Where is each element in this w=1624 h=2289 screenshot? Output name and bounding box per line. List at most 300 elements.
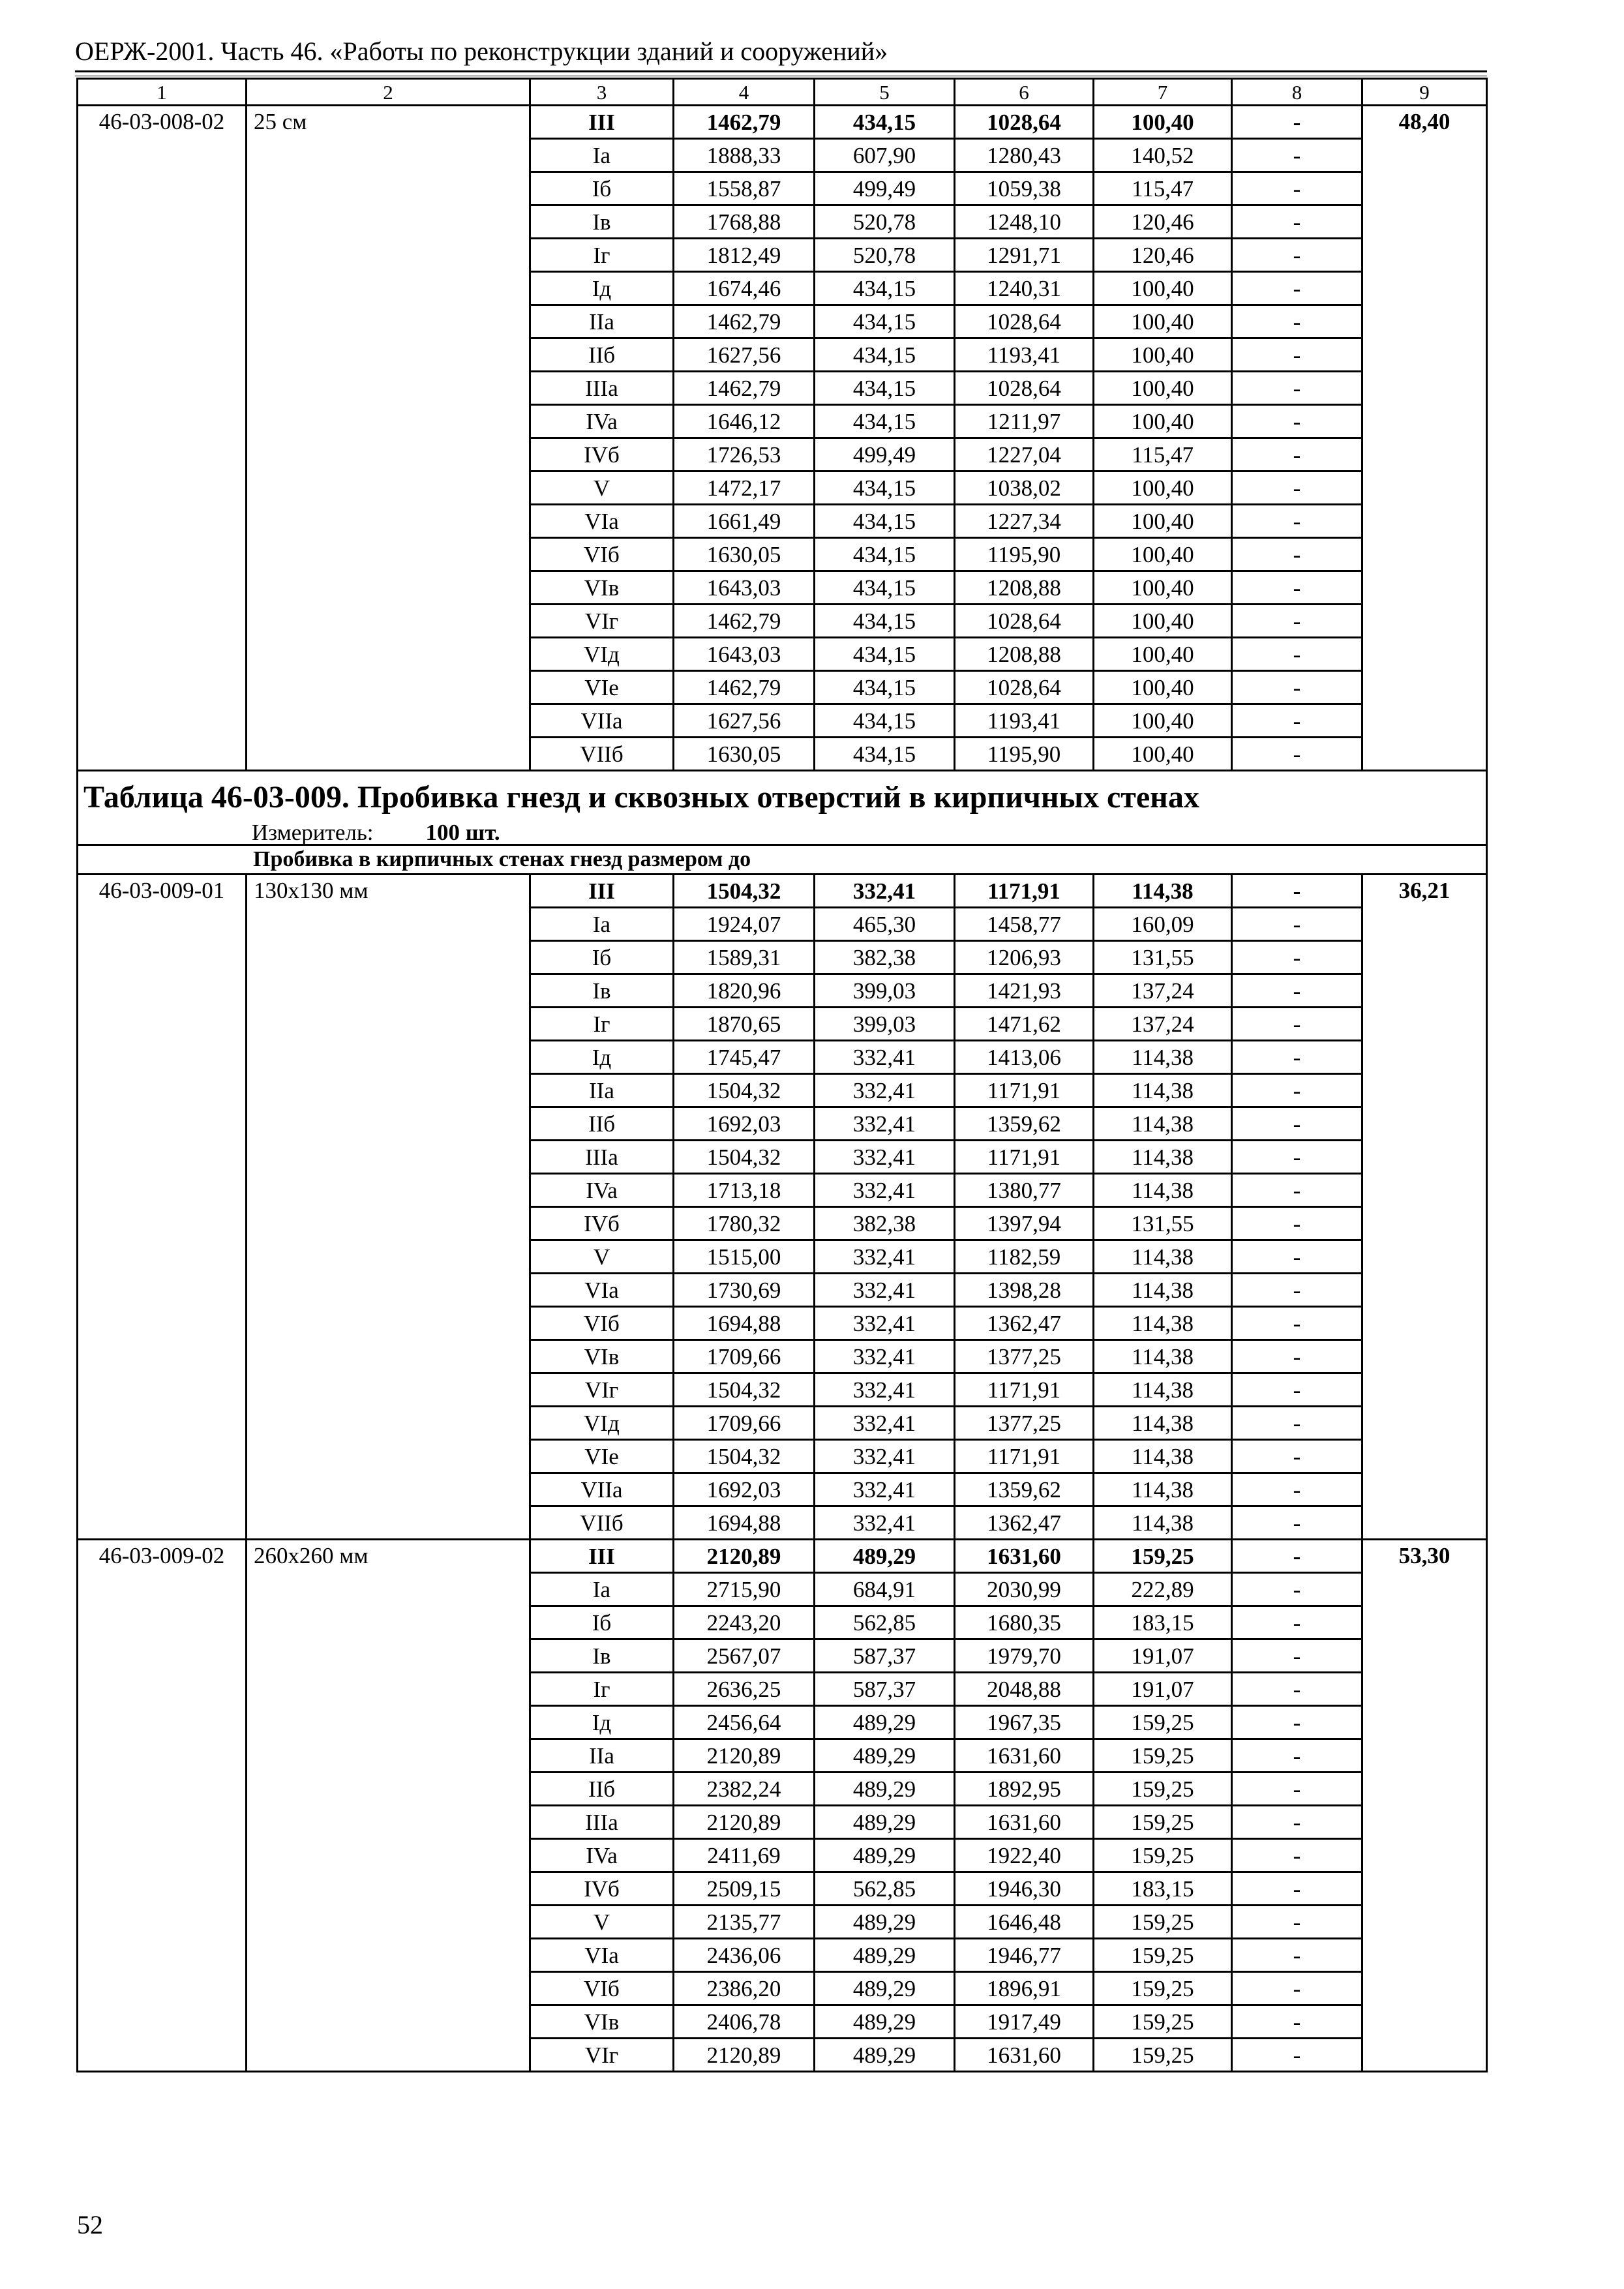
table-cell: -: [1232, 2039, 1362, 2072]
table-cell: Iд: [530, 1706, 674, 1739]
table-cell: 434,15: [815, 571, 955, 605]
table-cell: 100,40: [1094, 738, 1232, 771]
table-cell: -: [1232, 941, 1362, 974]
table-cell: -: [1232, 1207, 1362, 1240]
table-cell: -: [1232, 139, 1362, 172]
row-code: 46-03-009-02: [78, 1540, 247, 2072]
table-cell: 1780,32: [674, 1207, 815, 1240]
table-cell: IIa: [530, 1074, 674, 1107]
table-cell: VIг: [530, 605, 674, 638]
table-cell: 332,41: [815, 1141, 955, 1174]
table-cell: 1694,88: [674, 1307, 815, 1340]
table-cell: V: [530, 1240, 674, 1274]
table-cell: -: [1232, 605, 1362, 638]
table-cell: 1208,88: [955, 571, 1094, 605]
table-cell: 159,25: [1094, 1540, 1232, 1573]
table-cell: -: [1232, 1872, 1362, 1906]
table-cell: 587,37: [815, 1639, 955, 1673]
table-cell: 1768,88: [674, 205, 815, 239]
table-cell: 114,38: [1094, 1440, 1232, 1473]
table-row: [78, 875, 1487, 908]
table-cell: -: [1232, 1673, 1362, 1706]
column-number: 4: [674, 79, 815, 106]
table-cell: Iг: [530, 1008, 674, 1041]
table-cell: 191,07: [1094, 1673, 1232, 1706]
table-cell: 1504,32: [674, 1440, 815, 1473]
table-cell: 1726,53: [674, 438, 815, 471]
table-cell: -: [1232, 1839, 1362, 1872]
table-cell: -: [1232, 1540, 1362, 1573]
table-cell: 114,38: [1094, 1141, 1232, 1174]
table-cell: 114,38: [1094, 1506, 1232, 1540]
table-cell: 1462,79: [674, 372, 815, 405]
table-cell: 332,41: [815, 1407, 955, 1440]
table-cell: 332,41: [815, 1174, 955, 1207]
table-cell: 100,40: [1094, 272, 1232, 305]
table-cell: 2636,25: [674, 1673, 815, 1706]
table-cell: 100,40: [1094, 505, 1232, 538]
table-cell: 607,90: [815, 139, 955, 172]
table-cell: 100,40: [1094, 106, 1232, 139]
table-cell: -: [1232, 1041, 1362, 1074]
table-cell: 1646,12: [674, 405, 815, 438]
table-cell: 1627,56: [674, 338, 815, 372]
table-cell: 1413,06: [955, 1041, 1094, 1074]
measure-line: [83, 821, 1486, 844]
table-cell: 1171,91: [955, 1440, 1094, 1473]
table-cell: 1362,47: [955, 1506, 1094, 1540]
table-cell: 159,25: [1094, 1839, 1232, 1872]
table-cell: 131,55: [1094, 941, 1232, 974]
table-cell: 159,25: [1094, 1906, 1232, 1939]
table-cell: 520,78: [815, 239, 955, 272]
table-cell: 1504,32: [674, 875, 815, 908]
table-cell: VIe: [530, 671, 674, 704]
table-cell: -: [1232, 338, 1362, 372]
table-cell: 1692,03: [674, 1473, 815, 1506]
table-cell: 2567,07: [674, 1639, 815, 1673]
table-cell: -: [1232, 405, 1362, 438]
table-cell: VIв: [530, 2005, 674, 2039]
table-cell: 520,78: [815, 205, 955, 239]
table-cell: 1377,25: [955, 1407, 1094, 1440]
table-cell: 1359,62: [955, 1473, 1094, 1506]
table-cell: 115,47: [1094, 438, 1232, 471]
table-cell: 1680,35: [955, 1606, 1094, 1639]
table-cell: 1630,05: [674, 538, 815, 571]
table-cell: 1280,43: [955, 139, 1094, 172]
table-cell: 159,25: [1094, 1706, 1232, 1739]
table-cell: 114,38: [1094, 1274, 1232, 1307]
table-cell: VIa: [530, 505, 674, 538]
table-cell: 131,55: [1094, 1207, 1232, 1240]
table-cell: 114,38: [1094, 1407, 1232, 1440]
table-cell: 1248,10: [955, 205, 1094, 239]
table-cell: 2456,64: [674, 1706, 815, 1739]
table-cell: 1171,91: [955, 1074, 1094, 1107]
table-cell: V: [530, 471, 674, 505]
table-cell: -: [1232, 1373, 1362, 1407]
table-cell: 1291,71: [955, 239, 1094, 272]
table-cell: 1888,33: [674, 139, 815, 172]
table-cell: 434,15: [815, 405, 955, 438]
table-cell: VIIб: [530, 738, 674, 771]
table-cell: 137,24: [1094, 1008, 1232, 1041]
table-cell: 100,40: [1094, 405, 1232, 438]
table-cell: 1922,40: [955, 1839, 1094, 1872]
table-cell: -: [1232, 305, 1362, 338]
table-cell: VIIa: [530, 704, 674, 738]
table-cell: 191,07: [1094, 1639, 1232, 1673]
table-cell: 222,89: [1094, 1573, 1232, 1606]
table-cell: 1946,30: [955, 1872, 1094, 1906]
table-cell: -: [1232, 1440, 1362, 1473]
table-cell: 1193,41: [955, 338, 1094, 372]
table-cell: 1208,88: [955, 638, 1094, 671]
table-cell: 1643,03: [674, 571, 815, 605]
table-cell: -: [1232, 704, 1362, 738]
table-cell: 114,38: [1094, 1074, 1232, 1107]
subheading: Пробивка в кирпичных стенах гнезд размером до: [78, 845, 1487, 875]
table-cell: -: [1232, 1407, 1362, 1440]
table-cell: 100,40: [1094, 471, 1232, 505]
table-cell: Iг: [530, 239, 674, 272]
column-number: 8: [1232, 79, 1362, 106]
table-cell: -: [1232, 372, 1362, 405]
table-cell: 100,40: [1094, 372, 1232, 405]
table-cell: 1211,97: [955, 405, 1094, 438]
table-cell: VIб: [530, 1307, 674, 1340]
table-cell: IVб: [530, 1872, 674, 1906]
table-cell: IIб: [530, 1773, 674, 1806]
table-cell: 434,15: [815, 638, 955, 671]
table-title-row: [78, 771, 1487, 845]
table-cell: Ia: [530, 1573, 674, 1606]
column-number: 5: [815, 79, 955, 106]
table-cell: -: [1232, 1174, 1362, 1207]
table-cell: 1193,41: [955, 704, 1094, 738]
table-cell: 1504,32: [674, 1373, 815, 1407]
table-cell: -: [1232, 1307, 1362, 1340]
table-cell: 399,03: [815, 974, 955, 1008]
column-number-row: [78, 79, 1487, 106]
table-cell: 332,41: [815, 1440, 955, 1473]
row-description: 130x130 мм: [247, 875, 530, 1540]
table-title-cell: [78, 771, 1487, 845]
table-cell: 1892,95: [955, 1773, 1094, 1806]
table-cell: IIa: [530, 1739, 674, 1773]
table-cell: -: [1232, 1107, 1362, 1141]
table-cell: Iд: [530, 272, 674, 305]
table-cell: 489,29: [815, 2039, 955, 2072]
table-cell: 1631,60: [955, 1806, 1094, 1839]
table-cell: 2120,89: [674, 1540, 815, 1573]
table-cell: 434,15: [815, 704, 955, 738]
table-cell: VIIa: [530, 1473, 674, 1506]
table-cell: 1589,31: [674, 941, 815, 974]
table-cell: VIa: [530, 1274, 674, 1307]
table-cell: 1398,28: [955, 1274, 1094, 1307]
table-cell: 489,29: [815, 1706, 955, 1739]
table-cell: 1462,79: [674, 106, 815, 139]
table-cell: 1558,87: [674, 172, 815, 205]
table-cell: IVa: [530, 1174, 674, 1207]
table-cell: 434,15: [815, 338, 955, 372]
table-cell: VIд: [530, 638, 674, 671]
table-cell: 1896,91: [955, 1972, 1094, 2005]
table-cell: -: [1232, 1141, 1362, 1174]
table-cell: -: [1232, 172, 1362, 205]
table-cell: -: [1232, 1939, 1362, 1972]
table-cell: 183,15: [1094, 1606, 1232, 1639]
table-cell: 1377,25: [955, 1340, 1094, 1373]
row-code: 46-03-008-02: [78, 106, 247, 771]
table-cell: 115,47: [1094, 172, 1232, 205]
table-cell: IIIa: [530, 372, 674, 405]
table-cell: 1240,31: [955, 272, 1094, 305]
table-cell: 332,41: [815, 1340, 955, 1373]
table-cell: 1979,70: [955, 1639, 1094, 1673]
table-cell: 1745,47: [674, 1041, 815, 1074]
column-number: 9: [1362, 79, 1487, 106]
table-cell: 489,29: [815, 1839, 955, 1872]
table-cell: 183,15: [1094, 1872, 1232, 1906]
table-cell: IVб: [530, 438, 674, 471]
table-cell: 100,40: [1094, 638, 1232, 671]
table-cell: 100,40: [1094, 704, 1232, 738]
table-cell: Iв: [530, 205, 674, 239]
table-cell: -: [1232, 1506, 1362, 1540]
table-cell: 1674,46: [674, 272, 815, 305]
table-cell: 1171,91: [955, 1373, 1094, 1407]
table-cell: VIд: [530, 1407, 674, 1440]
table-cell: 587,37: [815, 1673, 955, 1706]
table-cell: IIIa: [530, 1806, 674, 1839]
table-row: [78, 106, 1487, 139]
table-cell: -: [1232, 1972, 1362, 2005]
table-cell: Iг: [530, 1673, 674, 1706]
table-cell: 332,41: [815, 1107, 955, 1141]
table-cell: III: [530, 875, 674, 908]
table-cell: 2243,20: [674, 1606, 815, 1639]
table-cell: 2436,06: [674, 1939, 815, 1972]
table-cell: 114,38: [1094, 1340, 1232, 1373]
table-cell: 2406,78: [674, 2005, 815, 2039]
table-cell: 2411,69: [674, 1839, 815, 1872]
table-cell: 1820,96: [674, 974, 815, 1008]
table-cell: 1171,91: [955, 875, 1094, 908]
table-cell: 159,25: [1094, 1972, 1232, 2005]
table-cell: 1630,05: [674, 738, 815, 771]
table-cell: 1646,48: [955, 1906, 1094, 1939]
table-cell: 2715,90: [674, 1573, 815, 1606]
column-number: 6: [955, 79, 1094, 106]
table-cell: VIб: [530, 1972, 674, 2005]
table-row: [78, 1540, 1487, 1573]
table-cell: 1195,90: [955, 738, 1094, 771]
table-cell: 159,25: [1094, 2039, 1232, 2072]
table-cell: 1643,03: [674, 638, 815, 671]
table-cell: -: [1232, 1906, 1362, 1939]
table-cell: VIIб: [530, 1506, 674, 1540]
table-cell: 332,41: [815, 1307, 955, 1340]
table-body: [78, 79, 1487, 2072]
table-cell: 114,38: [1094, 875, 1232, 908]
table-cell: Ia: [530, 139, 674, 172]
table-cell: 1059,38: [955, 172, 1094, 205]
table-cell: 382,38: [815, 941, 955, 974]
table-cell: 499,49: [815, 438, 955, 471]
table-cell: 434,15: [815, 305, 955, 338]
table-cell: Iб: [530, 1606, 674, 1639]
table-cell: 332,41: [815, 1074, 955, 1107]
table-cell: VIв: [530, 571, 674, 605]
column-number: 2: [247, 79, 530, 106]
table-cell: 1631,60: [955, 2039, 1094, 2072]
table-cell: 100,40: [1094, 305, 1232, 338]
table-cell: 2135,77: [674, 1906, 815, 1939]
table-cell: 100,40: [1094, 571, 1232, 605]
table-cell: 434,15: [815, 505, 955, 538]
table-cell: 1171,91: [955, 1141, 1094, 1174]
table-cell: -: [1232, 1240, 1362, 1274]
table-cell: VIг: [530, 1373, 674, 1407]
table-cell: VIe: [530, 1440, 674, 1473]
table-cell: 332,41: [815, 1274, 955, 1307]
table-cell: 399,03: [815, 1008, 955, 1041]
table-cell: 1182,59: [955, 1240, 1094, 1274]
table-cell: -: [1232, 738, 1362, 771]
table-cell: -: [1232, 1706, 1362, 1739]
table-cell: 114,38: [1094, 1041, 1232, 1074]
column-number: 7: [1094, 79, 1232, 106]
table-cell: -: [1232, 106, 1362, 139]
table-cell: 2386,20: [674, 1972, 815, 2005]
table-cell: 2509,15: [674, 1872, 815, 1906]
table-cell: IIб: [530, 338, 674, 372]
table-cell: 489,29: [815, 1906, 955, 1939]
table-cell: 1946,77: [955, 1939, 1094, 1972]
header-rule: [75, 70, 1487, 72]
table-cell: 159,25: [1094, 1773, 1232, 1806]
table-cell: 332,41: [815, 875, 955, 908]
table-cell: 160,09: [1094, 908, 1232, 941]
row-code: 46-03-009-01: [78, 875, 247, 1540]
table-cell: 434,15: [815, 272, 955, 305]
subheading-row: [78, 845, 1487, 875]
table-cell: -: [1232, 671, 1362, 704]
table-cell: 1380,77: [955, 1174, 1094, 1207]
table-cell: Iб: [530, 172, 674, 205]
table-cell: 1692,03: [674, 1107, 815, 1141]
table-title: Таблица 46-03-009. Пробивка гнезд и сквозных отверстий в кирпичных стенах: [83, 780, 1199, 815]
table-cell: 159,25: [1094, 1806, 1232, 1839]
table-cell: -: [1232, 571, 1362, 605]
table-cell: -: [1232, 1008, 1362, 1041]
table-cell: 1870,65: [674, 1008, 815, 1041]
table-cell: 1730,69: [674, 1274, 815, 1307]
row-index: 53,30: [1362, 1540, 1487, 2072]
table-cell: VIг: [530, 2039, 674, 2072]
table-cell: 1472,17: [674, 471, 815, 505]
table-cell: -: [1232, 1606, 1362, 1639]
table-cell: 2120,89: [674, 2039, 815, 2072]
table-cell: -: [1232, 538, 1362, 571]
table-cell: -: [1232, 471, 1362, 505]
table-cell: 114,38: [1094, 1107, 1232, 1141]
table-cell: 332,41: [815, 1473, 955, 1506]
row-index: 48,40: [1362, 106, 1487, 771]
table-cell: VIa: [530, 1939, 674, 1972]
table-cell: -: [1232, 272, 1362, 305]
table-cell: Ia: [530, 908, 674, 941]
table-cell: V: [530, 1906, 674, 1939]
table-cell: 434,15: [815, 106, 955, 139]
table-cell: 1028,64: [955, 305, 1094, 338]
table-cell: 114,38: [1094, 1473, 1232, 1506]
table-cell: 434,15: [815, 538, 955, 571]
table-cell: 1038,02: [955, 471, 1094, 505]
table-cell: III: [530, 106, 674, 139]
measure-label: Измеритель:: [252, 820, 374, 845]
table-cell: 114,38: [1094, 1373, 1232, 1407]
table-cell: 100,40: [1094, 338, 1232, 372]
table-cell: 159,25: [1094, 1739, 1232, 1773]
price-table: [76, 78, 1488, 2072]
table-cell: IIIa: [530, 1141, 674, 1174]
table-cell: 489,29: [815, 1773, 955, 1806]
table-cell: 1504,32: [674, 1074, 815, 1107]
table-cell: 1515,00: [674, 1240, 815, 1274]
table-cell: 1967,35: [955, 1706, 1094, 1739]
table-cell: -: [1232, 1473, 1362, 1506]
table-cell: 1421,93: [955, 974, 1094, 1008]
table-cell: 137,24: [1094, 974, 1232, 1008]
table-cell: 114,38: [1094, 1240, 1232, 1274]
table-cell: 140,52: [1094, 139, 1232, 172]
table-cell: 1504,32: [674, 1141, 815, 1174]
table-cell: 434,15: [815, 372, 955, 405]
measure-unit: 100 шт.: [425, 820, 500, 845]
table-cell: Iв: [530, 974, 674, 1008]
table-cell: -: [1232, 1639, 1362, 1673]
table-cell: 1462,79: [674, 671, 815, 704]
table-cell: VIв: [530, 1340, 674, 1373]
table-cell: 2120,89: [674, 1806, 815, 1839]
table-cell: 1631,60: [955, 1540, 1094, 1573]
table-cell: 489,29: [815, 1739, 955, 1773]
table-cell: 100,40: [1094, 605, 1232, 638]
table-cell: -: [1232, 2005, 1362, 2039]
table-cell: Iв: [530, 1639, 674, 1673]
table-cell: -: [1232, 1739, 1362, 1773]
table-cell: 332,41: [815, 1240, 955, 1274]
table-cell: -: [1232, 505, 1362, 538]
table-cell: -: [1232, 1340, 1362, 1373]
table-cell: 434,15: [815, 471, 955, 505]
table-cell: -: [1232, 875, 1362, 908]
table-cell: 684,91: [815, 1573, 955, 1606]
table-cell: 489,29: [815, 1540, 955, 1573]
table-cell: Iб: [530, 941, 674, 974]
table-cell: 1917,49: [955, 2005, 1094, 2039]
table-cell: -: [1232, 908, 1362, 941]
table-cell: 489,29: [815, 2005, 955, 2039]
table-cell: 1362,47: [955, 1307, 1094, 1340]
table-cell: 1028,64: [955, 605, 1094, 638]
table-cell: 1462,79: [674, 605, 815, 638]
table-cell: -: [1232, 1274, 1362, 1307]
